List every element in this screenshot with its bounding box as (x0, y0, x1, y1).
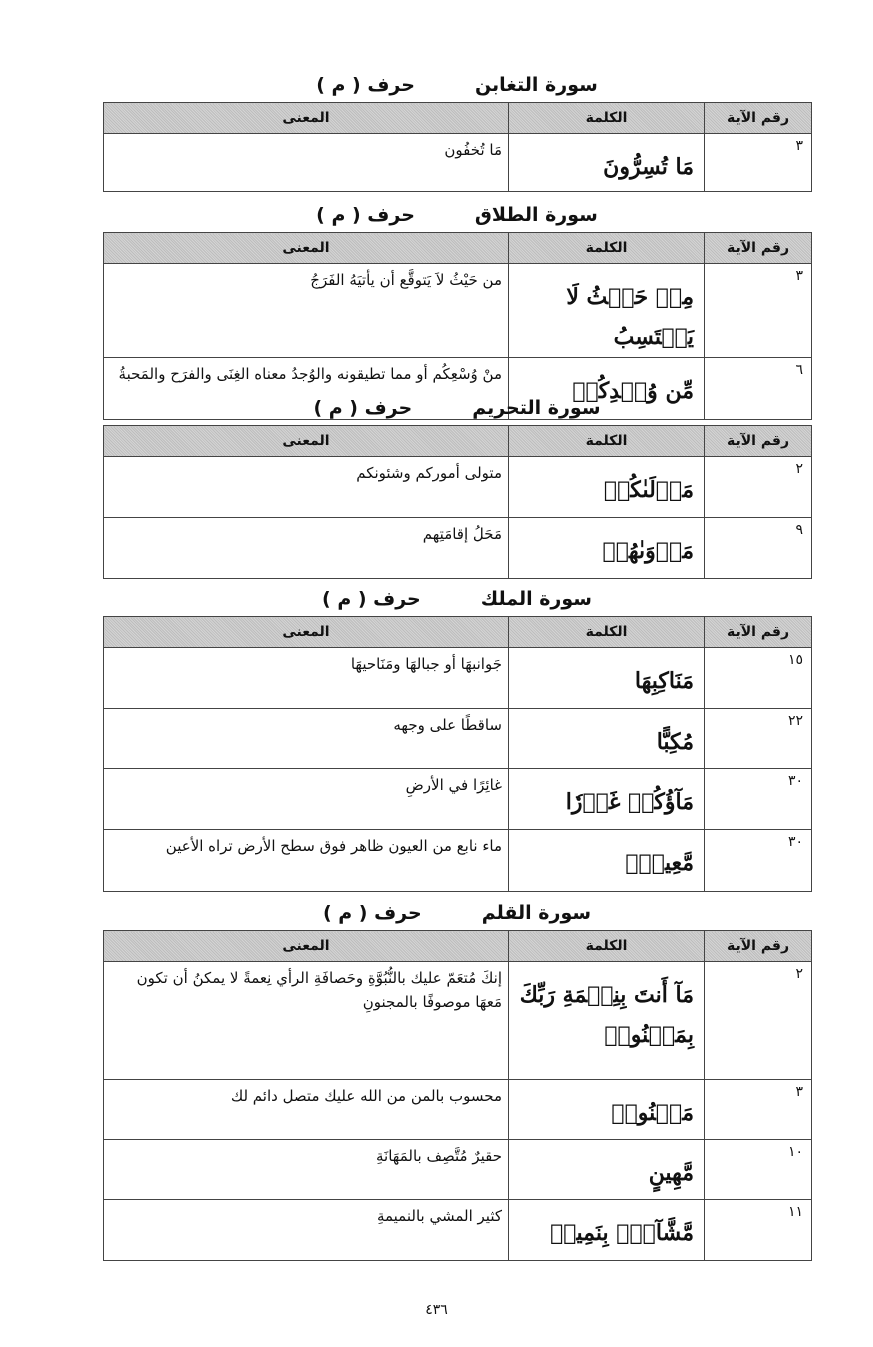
surah-name: سورة الطلاق (474, 204, 598, 226)
ayah-number: ٢ (705, 962, 812, 1080)
table-header-row (104, 931, 812, 962)
surah-name: سورة القلم (481, 902, 592, 924)
ayah-number: ٣ (705, 264, 812, 358)
table-row (104, 648, 812, 709)
header-meaning: المعنى (104, 931, 509, 962)
ayah-number: ٢ (705, 457, 812, 518)
word-meaning: متولى أموركم وشئونكم (104, 457, 509, 518)
ayah-number: ١٥ (705, 648, 812, 709)
surah-heading (103, 68, 811, 102)
surah-name: سورة التحريم (472, 397, 601, 419)
word-meaning: ساقطًا على وجهه (104, 709, 509, 769)
ayah-number: ١٠ (705, 1140, 812, 1200)
table-row (104, 457, 812, 518)
surah-heading (103, 391, 811, 425)
ayah-number: ٣٠ (705, 769, 812, 830)
quran-word: مَأۡوَىٰهُمۡ (509, 518, 705, 579)
quran-word: مُكِبًّا (509, 709, 705, 769)
table-row (104, 769, 812, 830)
header-word: الكلمة (509, 426, 705, 457)
vocabulary-table (103, 616, 812, 892)
quran-word: مَا تُسِرُّونَ (509, 134, 705, 192)
word-meaning: منْ وُسْعِكُم أو مما تطيقونه والوُجدُ معناه الغِنَى والفرَح والمَحبةُ (104, 358, 509, 420)
surah-section (103, 896, 811, 1261)
table-row (104, 264, 812, 358)
header-word: الكلمة (509, 617, 705, 648)
ayah-number: ٣ (705, 134, 812, 192)
header-ayah: رقم الآية (705, 426, 812, 457)
table-header-row (104, 103, 812, 134)
table-row (104, 830, 812, 892)
surah-name: سورة التغابن (474, 74, 598, 96)
word-meaning: إنكَ مُتعَمّ عليك بالنُّبُوَّةِ وحَصافَةِ الرأي نِعمةً لا يمكنُ أن تكون مَعهَا موصوفًا بالمجنونِ (104, 962, 509, 1080)
quran-word: مَمۡنُونٖ (509, 1080, 705, 1140)
header-word: الكلمة (509, 931, 705, 962)
word-meaning: من حَيْثُ لاَ يَتوقَّع أن يأتيَهُ الفَرَجُ (104, 264, 509, 358)
table-row (104, 962, 812, 1080)
letter-label: حرف ( م ) (316, 74, 415, 96)
vocabulary-table (103, 930, 812, 1261)
letter-label: حرف ( م ) (313, 397, 413, 419)
header-word: الكلمة (509, 233, 705, 264)
quran-word: مَآ أَنتَ بِنِعۡمَةِ رَبِّكَ بِمَجۡنُونٖ (509, 962, 705, 1080)
surah-section (103, 68, 811, 192)
header-word: الكلمة (509, 103, 705, 134)
surah-heading (103, 582, 811, 616)
ayah-number: ٣ (705, 1080, 812, 1140)
table-header-row (104, 233, 812, 264)
ayah-number: ١١ (705, 1200, 812, 1261)
word-meaning: كثير المشي بالنميمةِ (104, 1200, 509, 1261)
table-row (104, 518, 812, 579)
header-ayah: رقم الآية (705, 103, 812, 134)
table-header-row (104, 426, 812, 457)
word-meaning: ماء نابع من العيون ظاهر فوق سطح الأرض تراه الأعين (104, 830, 509, 892)
word-meaning: غائِرًا في الأرضِ (104, 769, 509, 830)
ayah-number: ٩ (705, 518, 812, 579)
word-meaning: مَا تُخفُون (104, 134, 509, 192)
letter-label: حرف ( م ) (322, 902, 422, 924)
header-meaning: المعنى (104, 103, 509, 134)
surah-section (103, 391, 811, 579)
table-header-row (104, 617, 812, 648)
surah-heading (103, 896, 811, 930)
quran-word: مَوۡلَىٰكُمۡ (509, 457, 705, 518)
header-ayah: رقم الآية (705, 931, 812, 962)
table-row (104, 709, 812, 769)
quran-word: مِّن وُجۡدِكُمۡ (509, 358, 705, 420)
ayah-number: ٦ (705, 358, 812, 420)
ayah-number: ٢٢ (705, 709, 812, 769)
header-ayah: رقم الآية (705, 617, 812, 648)
header-meaning: المعنى (104, 233, 509, 264)
table-row (104, 1080, 812, 1140)
word-meaning: حقيرٌ مُتَّصِف بالمَهَانَةِ (104, 1140, 509, 1200)
surah-section (103, 582, 811, 892)
header-ayah: رقم الآية (705, 233, 812, 264)
word-meaning: مَحَلُ إقامَتِهم (104, 518, 509, 579)
quran-word: مَّشَّآءِۭ بِنَمِيمٖ (509, 1200, 705, 1261)
word-meaning: جَوانبهَا أو جبالهَا ومَنَاحيهَا (104, 648, 509, 709)
header-meaning: المعنى (104, 617, 509, 648)
quran-word: مَّهِينٍ (509, 1140, 705, 1200)
table-row (104, 134, 812, 192)
surah-name: سورة الملك (480, 588, 592, 610)
vocabulary-table (103, 102, 812, 192)
table-row (104, 1140, 812, 1200)
header-meaning: المعنى (104, 426, 509, 457)
table-row (104, 1200, 812, 1261)
page-number: ٤٣٦ (425, 1302, 448, 1318)
ayah-number: ٣٠ (705, 830, 812, 892)
quran-word: مَّعِينِۭ (509, 830, 705, 892)
vocabulary-table (103, 425, 812, 579)
letter-label: حرف ( م ) (316, 204, 415, 226)
quran-word: مَنَاكِبِهَا (509, 648, 705, 709)
word-meaning: محسوب بالمن من الله عليك متصل دائم لك (104, 1080, 509, 1140)
quran-word: مَآؤُكُمۡ غَوۡرٗا (509, 769, 705, 830)
surah-section (103, 198, 811, 420)
surah-heading (103, 198, 811, 232)
letter-label: حرف ( م ) (322, 588, 421, 610)
quran-word: مِنۡ حَيۡثُ لَا يَحۡتَسِبُ (509, 264, 705, 358)
